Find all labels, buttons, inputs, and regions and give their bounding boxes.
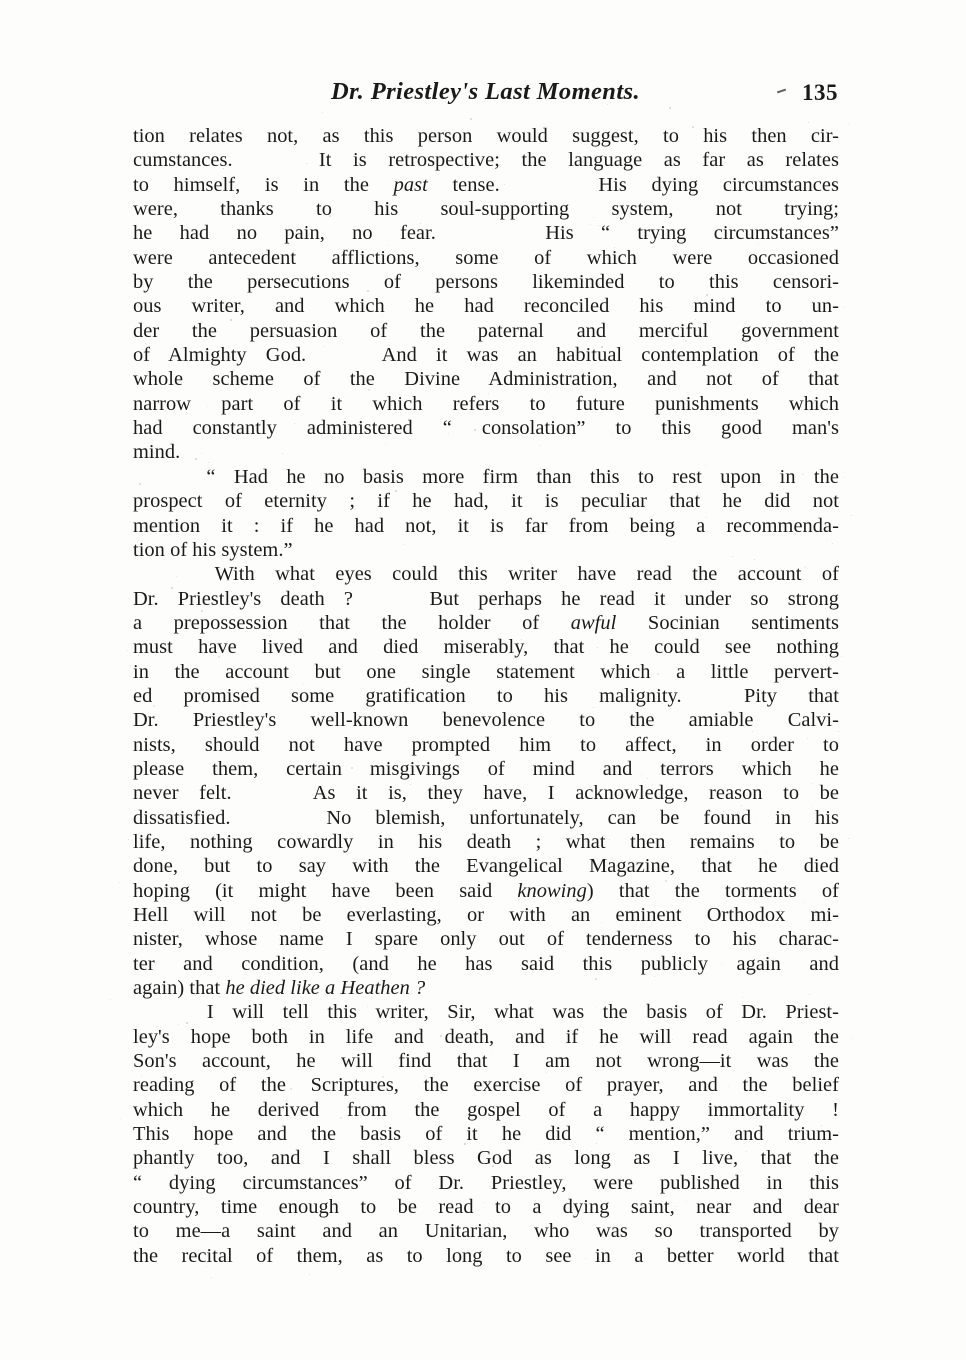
text-line: This hope and the basis of it he did “ mention,” and trium- bbox=[133, 1123, 839, 1146]
text-line: he had no pain, no fear. His “ trying circumstances” bbox=[133, 222, 839, 245]
text-line: I will tell this writer, Sir, what was the basis of Dr. Priest- bbox=[133, 1001, 839, 1024]
text-line: tion of his system.” bbox=[133, 538, 293, 561]
text-line: to himself, is in the past tense. His dying circumstances bbox=[133, 173, 839, 196]
text-line: phantly too, and I shall bless God as long as I live, that the bbox=[133, 1147, 839, 1170]
text-line: prospect of eternity ; if he had, it is peculiar that he did not bbox=[133, 490, 839, 513]
text-line: hoping (it might have been said knowing) that the torments of bbox=[133, 879, 839, 902]
text-line: ous writer, and which he had reconciled his mind to un- bbox=[133, 295, 839, 318]
text-line: reading of the Scriptures, the exercise of prayer, and the belief bbox=[133, 1074, 839, 1097]
text-line: der the persuasion of the paternal and merciful government bbox=[133, 319, 839, 342]
text-line: in the account but one single statement which a little pervert- bbox=[133, 660, 839, 683]
text-line: to me—a saint and an Unitarian, who was so transported by bbox=[133, 1220, 839, 1243]
text-line: nister, whose name I spare only out of tenderness to his charac- bbox=[133, 928, 839, 951]
text-line: nists, should not have prompted him to affect, in order to bbox=[133, 733, 839, 756]
text-line: ley's hope both in life and death, and if he will read again the bbox=[133, 1025, 839, 1048]
text-line: please them, certain misgivings of mind and terrors which he bbox=[133, 757, 839, 780]
text-line: mind. bbox=[133, 441, 181, 464]
text-line: again) that he died like a Heathen ? bbox=[133, 977, 426, 1000]
text-line: tion relates not, as this person would suggest, to his then cir- bbox=[133, 125, 839, 147]
text-line: country, time enough to be read to a dying saint, near and dear bbox=[133, 1196, 839, 1219]
page-number: 135 bbox=[802, 80, 838, 105]
text-line: Son's account, he will find that I am not wrong—it was the bbox=[133, 1050, 839, 1073]
text-line: mention it : if he had not, it is far from being a recommenda- bbox=[133, 514, 839, 537]
text-line: Hell will not be everlasting, or with an eminent Orthodox mi- bbox=[133, 904, 839, 926]
text-line: by the persecutions of persons likeminded to this censori- bbox=[133, 271, 839, 294]
text-line: ed promised some gratification to his malignity. Pity that bbox=[133, 684, 839, 707]
text-line: “ Had he no basis more firm than this to rest upon in the bbox=[133, 465, 839, 488]
page-title: Dr. Priestley's Last Moments. bbox=[330, 78, 640, 105]
running-head bbox=[133, 78, 838, 112]
text-line: were antecedent afflictions, some of which were occasioned bbox=[133, 246, 839, 269]
text-line: ter and condition, (and he has said this publicly again and bbox=[133, 952, 839, 975]
text-line: must have lived and died miserably, that he could see nothing bbox=[133, 636, 839, 659]
text-line: which he derived from the gospel of a happy immortality ! bbox=[133, 1098, 839, 1121]
text-line: narrow part of it which refers to future punishments which bbox=[133, 392, 839, 415]
text-line: the recital of them, as to long to see in a better world that bbox=[133, 1244, 839, 1267]
text-line: life, nothing cowardly in his death ; what then remains to be bbox=[133, 830, 839, 853]
text-line: done, but to say with the Evangelical Magazine, that he died bbox=[133, 855, 839, 878]
text-line: whole scheme of the Divine Administration, and not of that bbox=[133, 368, 839, 391]
text-line: never felt. As it is, they have, I acknowledge, reason to be bbox=[133, 782, 839, 805]
text-line: cumstances. It is retrospective; the language as far as relates bbox=[133, 149, 839, 172]
body-text-block bbox=[133, 124, 839, 1268]
text-line: Dr. Priestley's death ? But perhaps he read it under so strong bbox=[133, 587, 839, 610]
text-line: Dr. Priestley's well-known benevolence to the amiable Calvi- bbox=[133, 709, 839, 732]
text-line: of Almighty God. And it was an habitual contemplation of the bbox=[133, 344, 839, 367]
text-line: a prepossession that the holder of awful Socinian sentiments bbox=[133, 611, 839, 634]
text-line: “ dying circumstances” of Dr. Priestley, were published in this bbox=[133, 1171, 839, 1194]
text-line: had constantly administered “ consolation” to this good man's bbox=[133, 417, 839, 440]
text-line: were, thanks to his soul-supporting system, not trying; bbox=[133, 198, 839, 221]
text-line: dissatisfied. No blemish, unfortunately, can be found in his bbox=[133, 806, 839, 829]
text-line: With what eyes could this writer have read the account of bbox=[133, 563, 839, 586]
